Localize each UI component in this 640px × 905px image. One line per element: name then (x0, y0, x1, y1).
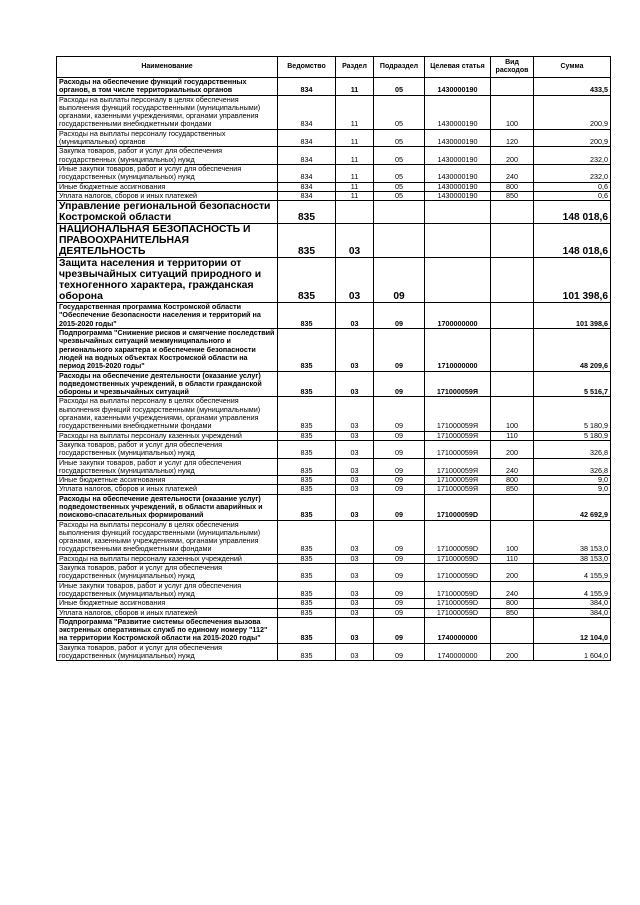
cell-subsection: 09 (374, 617, 425, 643)
cell-target: 1430000190 (425, 95, 491, 129)
cell-name: Государственная программа Костромской области "Обеспечение безопасности населения и территорий на 2015-2020 годы" (57, 303, 278, 329)
cell-target (425, 201, 491, 224)
cell-dept: 835 (278, 476, 336, 485)
cell-exptype: 100 (491, 520, 534, 554)
cell-dept: 835 (278, 485, 336, 494)
header-sum: Сумма (534, 57, 611, 78)
cell-section: 11 (336, 191, 374, 200)
cell-target: 1430000190 (425, 182, 491, 191)
cell-name: Закупка товаров, работ и услуг для обеспечения государственных (муниципальных) нужд (57, 147, 278, 165)
cell-exptype (491, 224, 534, 258)
cell-target: 171000059D (425, 494, 491, 520)
cell-name: Закупка товаров, работ и услуг для обеспечения государственных (муниципальных) нужд (57, 643, 278, 661)
cell-dept: 835 (278, 258, 336, 303)
cell-dept: 835 (278, 201, 336, 224)
cell-exptype: 200 (491, 643, 534, 661)
cell-name: НАЦИОНАЛЬНАЯ БЕЗОПАСНОСТЬ И ПРАВООХРАНИТЕЛЬНАЯ ДЕЯТЕЛЬНОСТЬ (57, 224, 278, 258)
table-row (57, 95, 611, 129)
cell-dept: 835 (278, 599, 336, 608)
cell-sum: 4 155,9 (534, 564, 611, 582)
cell-name: Расходы на обеспечение функций государственных органов, в том числе территориальных органов (57, 78, 278, 96)
cell-target: 1430000190 (425, 78, 491, 96)
table-row (57, 440, 611, 458)
cell-target: 171000059D (425, 599, 491, 608)
cell-name: Подпрограмма "Развитие системы обеспечения вызова экстренных оперативных служб по единому номеру "112" на территории Костромской области на 2015-2020 годы" (57, 617, 278, 643)
cell-subsection: 09 (374, 608, 425, 617)
cell-sum: 148 018,6 (534, 224, 611, 258)
cell-dept: 835 (278, 303, 336, 329)
cell-sum: 200,9 (534, 129, 611, 147)
cell-name: Расходы на выплаты персоналу в целях обеспечения выполнения функций государственными (муниципальными) органами, казенными учреждениями, органами управления государственными внебюджетными фондами (57, 95, 278, 129)
cell-sum: 38 153,0 (534, 554, 611, 563)
cell-dept: 835 (278, 397, 336, 431)
cell-subsection (374, 201, 425, 224)
cell-dept: 835 (278, 371, 336, 397)
cell-name: Расходы на выплаты персоналу казенных учреждений (57, 431, 278, 440)
cell-exptype: 850 (491, 485, 534, 494)
cell-target: 171000059D (425, 520, 491, 554)
cell-dept: 835 (278, 643, 336, 661)
cell-sum: 0,6 (534, 182, 611, 191)
cell-target: 1710000000 (425, 329, 491, 371)
cell-sum: 326,8 (534, 458, 611, 476)
cell-subsection: 09 (374, 303, 425, 329)
table-row (57, 554, 611, 563)
cell-section: 03 (336, 494, 374, 520)
cell-dept: 835 (278, 564, 336, 582)
cell-dept: 835 (278, 617, 336, 643)
cell-sum: 200,9 (534, 95, 611, 129)
cell-target: 171000059D (425, 581, 491, 599)
cell-section: 11 (336, 95, 374, 129)
cell-subsection: 09 (374, 599, 425, 608)
cell-name: Закупка товаров, работ и услуг для обеспечения государственных (муниципальных) нужд (57, 564, 278, 582)
table-row (57, 329, 611, 371)
cell-exptype: 110 (491, 554, 534, 563)
cell-name: Подпрограмма "Снижение рисков и смягчение последствий чрезвычайных ситуаций межмуниципального и регионального характера и обеспечение безопасности людей на водных объектах Костромской области на период 2015-2020 годы" (57, 329, 278, 371)
cell-exptype: 240 (491, 581, 534, 599)
cell-sum: 48 209,6 (534, 329, 611, 371)
cell-exptype: 110 (491, 431, 534, 440)
cell-dept: 834 (278, 182, 336, 191)
cell-sum: 433,5 (534, 78, 611, 96)
table-row (57, 258, 611, 303)
cell-exptype: 240 (491, 164, 534, 182)
cell-dept: 834 (278, 129, 336, 147)
cell-dept: 835 (278, 224, 336, 258)
table-row (57, 581, 611, 599)
cell-sum: 5 180,9 (534, 397, 611, 431)
table-row (57, 147, 611, 165)
table-row (57, 201, 611, 224)
cell-subsection: 09 (374, 554, 425, 563)
cell-name: Уплата налогов, сборов и иных платежей (57, 485, 278, 494)
cell-exptype (491, 201, 534, 224)
cell-section: 11 (336, 164, 374, 182)
cell-exptype (491, 303, 534, 329)
table-row (57, 458, 611, 476)
cell-subsection: 09 (374, 258, 425, 303)
cell-dept: 835 (278, 458, 336, 476)
cell-section: 11 (336, 147, 374, 165)
cell-sum: 101 398,6 (534, 303, 611, 329)
cell-section: 03 (336, 564, 374, 582)
cell-target: 1740000000 (425, 643, 491, 661)
cell-sum: 326,8 (534, 440, 611, 458)
cell-exptype: 850 (491, 191, 534, 200)
header-subsection: Подраздел (374, 57, 425, 78)
cell-section: 03 (336, 440, 374, 458)
cell-dept: 834 (278, 78, 336, 96)
cell-target: 171000059Я (425, 476, 491, 485)
table-row (57, 520, 611, 554)
cell-sum: 4 155,9 (534, 581, 611, 599)
cell-dept: 835 (278, 608, 336, 617)
cell-exptype: 850 (491, 608, 534, 617)
cell-dept: 834 (278, 95, 336, 129)
cell-name: Расходы на выплаты персоналу в целях обеспечения выполнения функций государственными (муниципальными) органами, казенными учреждениями, органами управления государственными внебюджетными фондами (57, 520, 278, 554)
cell-target: 171000059D (425, 608, 491, 617)
cell-exptype: 200 (491, 147, 534, 165)
cell-exptype: 100 (491, 397, 534, 431)
cell-subsection: 09 (374, 581, 425, 599)
cell-target: 171000059Я (425, 397, 491, 431)
cell-sum: 148 018,6 (534, 201, 611, 224)
header-name: Наименование (57, 57, 278, 78)
cell-section: 03 (336, 617, 374, 643)
cell-section: 03 (336, 458, 374, 476)
cell-exptype: 800 (491, 599, 534, 608)
table-body (57, 78, 611, 661)
cell-subsection: 09 (374, 397, 425, 431)
cell-name: Иные закупки товаров, работ и услуг для обеспечения государственных (муниципальных) нужд (57, 164, 278, 182)
cell-name: Уплата налогов, сборов и иных платежей (57, 191, 278, 200)
budget-table (56, 56, 611, 661)
cell-subsection: 09 (374, 371, 425, 397)
header-target: Целевая статья (425, 57, 491, 78)
cell-exptype: 800 (491, 476, 534, 485)
cell-name: Иные бюджетные ассигнования (57, 599, 278, 608)
cell-exptype (491, 371, 534, 397)
cell-sum: 9,0 (534, 485, 611, 494)
cell-target: 171000059Я (425, 431, 491, 440)
header-dept: Ведомство (278, 57, 336, 78)
table-row (57, 397, 611, 431)
cell-name: Закупка товаров, работ и услуг для обеспечения государственных (муниципальных) нужд (57, 440, 278, 458)
cell-subsection: 09 (374, 458, 425, 476)
cell-sum: 384,0 (534, 599, 611, 608)
cell-dept: 834 (278, 164, 336, 182)
cell-sum: 232,0 (534, 147, 611, 165)
cell-dept: 835 (278, 581, 336, 599)
cell-subsection (374, 224, 425, 258)
cell-subsection: 05 (374, 164, 425, 182)
table-row (57, 599, 611, 608)
cell-section: 03 (336, 476, 374, 485)
cell-subsection: 09 (374, 520, 425, 554)
cell-dept: 835 (278, 554, 336, 563)
cell-section: 03 (336, 643, 374, 661)
cell-section: 03 (336, 397, 374, 431)
cell-section (336, 201, 374, 224)
table-row (57, 129, 611, 147)
cell-sum: 42 692,9 (534, 494, 611, 520)
cell-sum: 5 516,7 (534, 371, 611, 397)
cell-target (425, 258, 491, 303)
cell-exptype: 240 (491, 458, 534, 476)
cell-sum: 101 398,6 (534, 258, 611, 303)
cell-dept: 835 (278, 520, 336, 554)
cell-exptype (491, 494, 534, 520)
cell-dept: 835 (278, 440, 336, 458)
cell-exptype: 100 (491, 95, 534, 129)
cell-subsection: 05 (374, 191, 425, 200)
cell-target: 1740000000 (425, 617, 491, 643)
table-row (57, 494, 611, 520)
cell-subsection: 09 (374, 440, 425, 458)
cell-target: 171000059Я (425, 485, 491, 494)
cell-name: Расходы на обеспечение деятельности (оказание услуг) подведомственных учреждений, в области аварийных и поисково-спасательных формирований (57, 494, 278, 520)
table-row (57, 617, 611, 643)
cell-sum: 38 153,0 (534, 520, 611, 554)
cell-exptype: 120 (491, 129, 534, 147)
table-row (57, 224, 611, 258)
cell-name: Иные бюджетные ассигнования (57, 182, 278, 191)
cell-sum: 0,6 (534, 191, 611, 200)
cell-exptype (491, 329, 534, 371)
cell-exptype: 200 (491, 564, 534, 582)
cell-dept: 835 (278, 329, 336, 371)
cell-subsection: 09 (374, 476, 425, 485)
table-row (57, 371, 611, 397)
cell-name: Иные бюджетные ассигнования (57, 476, 278, 485)
cell-name: Управление региональной безопасности Костромской области (57, 201, 278, 224)
cell-dept: 834 (278, 147, 336, 165)
cell-target: 171000059Я (425, 440, 491, 458)
header-section: Раздел (336, 57, 374, 78)
cell-section: 03 (336, 608, 374, 617)
cell-exptype (491, 617, 534, 643)
cell-name: Расходы на выплаты персоналу в целях обеспечения выполнения функций государственными (муниципальными) органами, казенными учреждениями, органами управления государственными внебюджетными фондами (57, 397, 278, 431)
cell-sum: 232,0 (534, 164, 611, 182)
cell-target: 1430000190 (425, 164, 491, 182)
table-row (57, 191, 611, 200)
cell-section: 03 (336, 554, 374, 563)
cell-name: Уплата налогов, сборов и иных платежей (57, 608, 278, 617)
cell-sum: 12 104,0 (534, 617, 611, 643)
cell-name: Защита населения и территории от чрезвычайных ситуаций природного и техногенного характера, гражданская оборона (57, 258, 278, 303)
cell-sum: 9,0 (534, 476, 611, 485)
cell-subsection: 05 (374, 129, 425, 147)
cell-target: 171000059Я (425, 371, 491, 397)
cell-target: 1430000190 (425, 147, 491, 165)
cell-subsection: 09 (374, 485, 425, 494)
cell-name: Расходы на выплаты персоналу государственных (муниципальных) органов (57, 129, 278, 147)
cell-target (425, 224, 491, 258)
table-row (57, 164, 611, 182)
table-row (57, 303, 611, 329)
cell-subsection: 05 (374, 182, 425, 191)
cell-target: 1430000190 (425, 129, 491, 147)
cell-subsection: 09 (374, 643, 425, 661)
cell-section: 03 (336, 224, 374, 258)
table-row (57, 431, 611, 440)
cell-target: 171000059Я (425, 458, 491, 476)
cell-section: 03 (336, 599, 374, 608)
cell-section: 11 (336, 129, 374, 147)
cell-exptype (491, 78, 534, 96)
cell-exptype: 200 (491, 440, 534, 458)
cell-section: 03 (336, 520, 374, 554)
table-row (57, 182, 611, 191)
cell-target: 1700000000 (425, 303, 491, 329)
cell-sum: 5 180,9 (534, 431, 611, 440)
table-row (57, 485, 611, 494)
cell-name: Расходы на обеспечение деятельности (оказание услуг) подведомственных учреждений, в области гражданской обороны и чрезвычайных ситуаций (57, 371, 278, 397)
cell-subsection: 05 (374, 78, 425, 96)
cell-subsection: 09 (374, 329, 425, 371)
cell-section: 03 (336, 431, 374, 440)
cell-section: 03 (336, 329, 374, 371)
table-row (57, 78, 611, 96)
cell-section: 03 (336, 258, 374, 303)
cell-name: Расходы на выплаты персоналу казенных учреждений (57, 554, 278, 563)
table-row (57, 476, 611, 485)
cell-subsection: 09 (374, 494, 425, 520)
table-header-row (57, 57, 611, 78)
cell-exptype (491, 258, 534, 303)
cell-section: 03 (336, 371, 374, 397)
table-row (57, 564, 611, 582)
table-row (57, 643, 611, 661)
cell-target: 171000059D (425, 554, 491, 563)
cell-subsection: 05 (374, 95, 425, 129)
cell-exptype: 800 (491, 182, 534, 191)
cell-target: 171000059D (425, 564, 491, 582)
table-row (57, 608, 611, 617)
cell-sum: 384,0 (534, 608, 611, 617)
cell-subsection: 05 (374, 147, 425, 165)
cell-section: 03 (336, 485, 374, 494)
cell-section: 03 (336, 581, 374, 599)
cell-section: 03 (336, 303, 374, 329)
cell-dept: 835 (278, 431, 336, 440)
cell-dept: 835 (278, 494, 336, 520)
cell-sum: 1 604,0 (534, 643, 611, 661)
cell-target: 1430000190 (425, 191, 491, 200)
cell-name: Иные закупки товаров, работ и услуг для обеспечения государственных (муниципальных) нужд (57, 458, 278, 476)
cell-dept: 834 (278, 191, 336, 200)
cell-section: 11 (336, 182, 374, 191)
cell-subsection: 09 (374, 431, 425, 440)
cell-section: 11 (336, 78, 374, 96)
cell-subsection: 09 (374, 564, 425, 582)
cell-name: Иные закупки товаров, работ и услуг для обеспечения государственных (муниципальных) нужд (57, 581, 278, 599)
header-exptype: Вид расходов (491, 57, 534, 78)
